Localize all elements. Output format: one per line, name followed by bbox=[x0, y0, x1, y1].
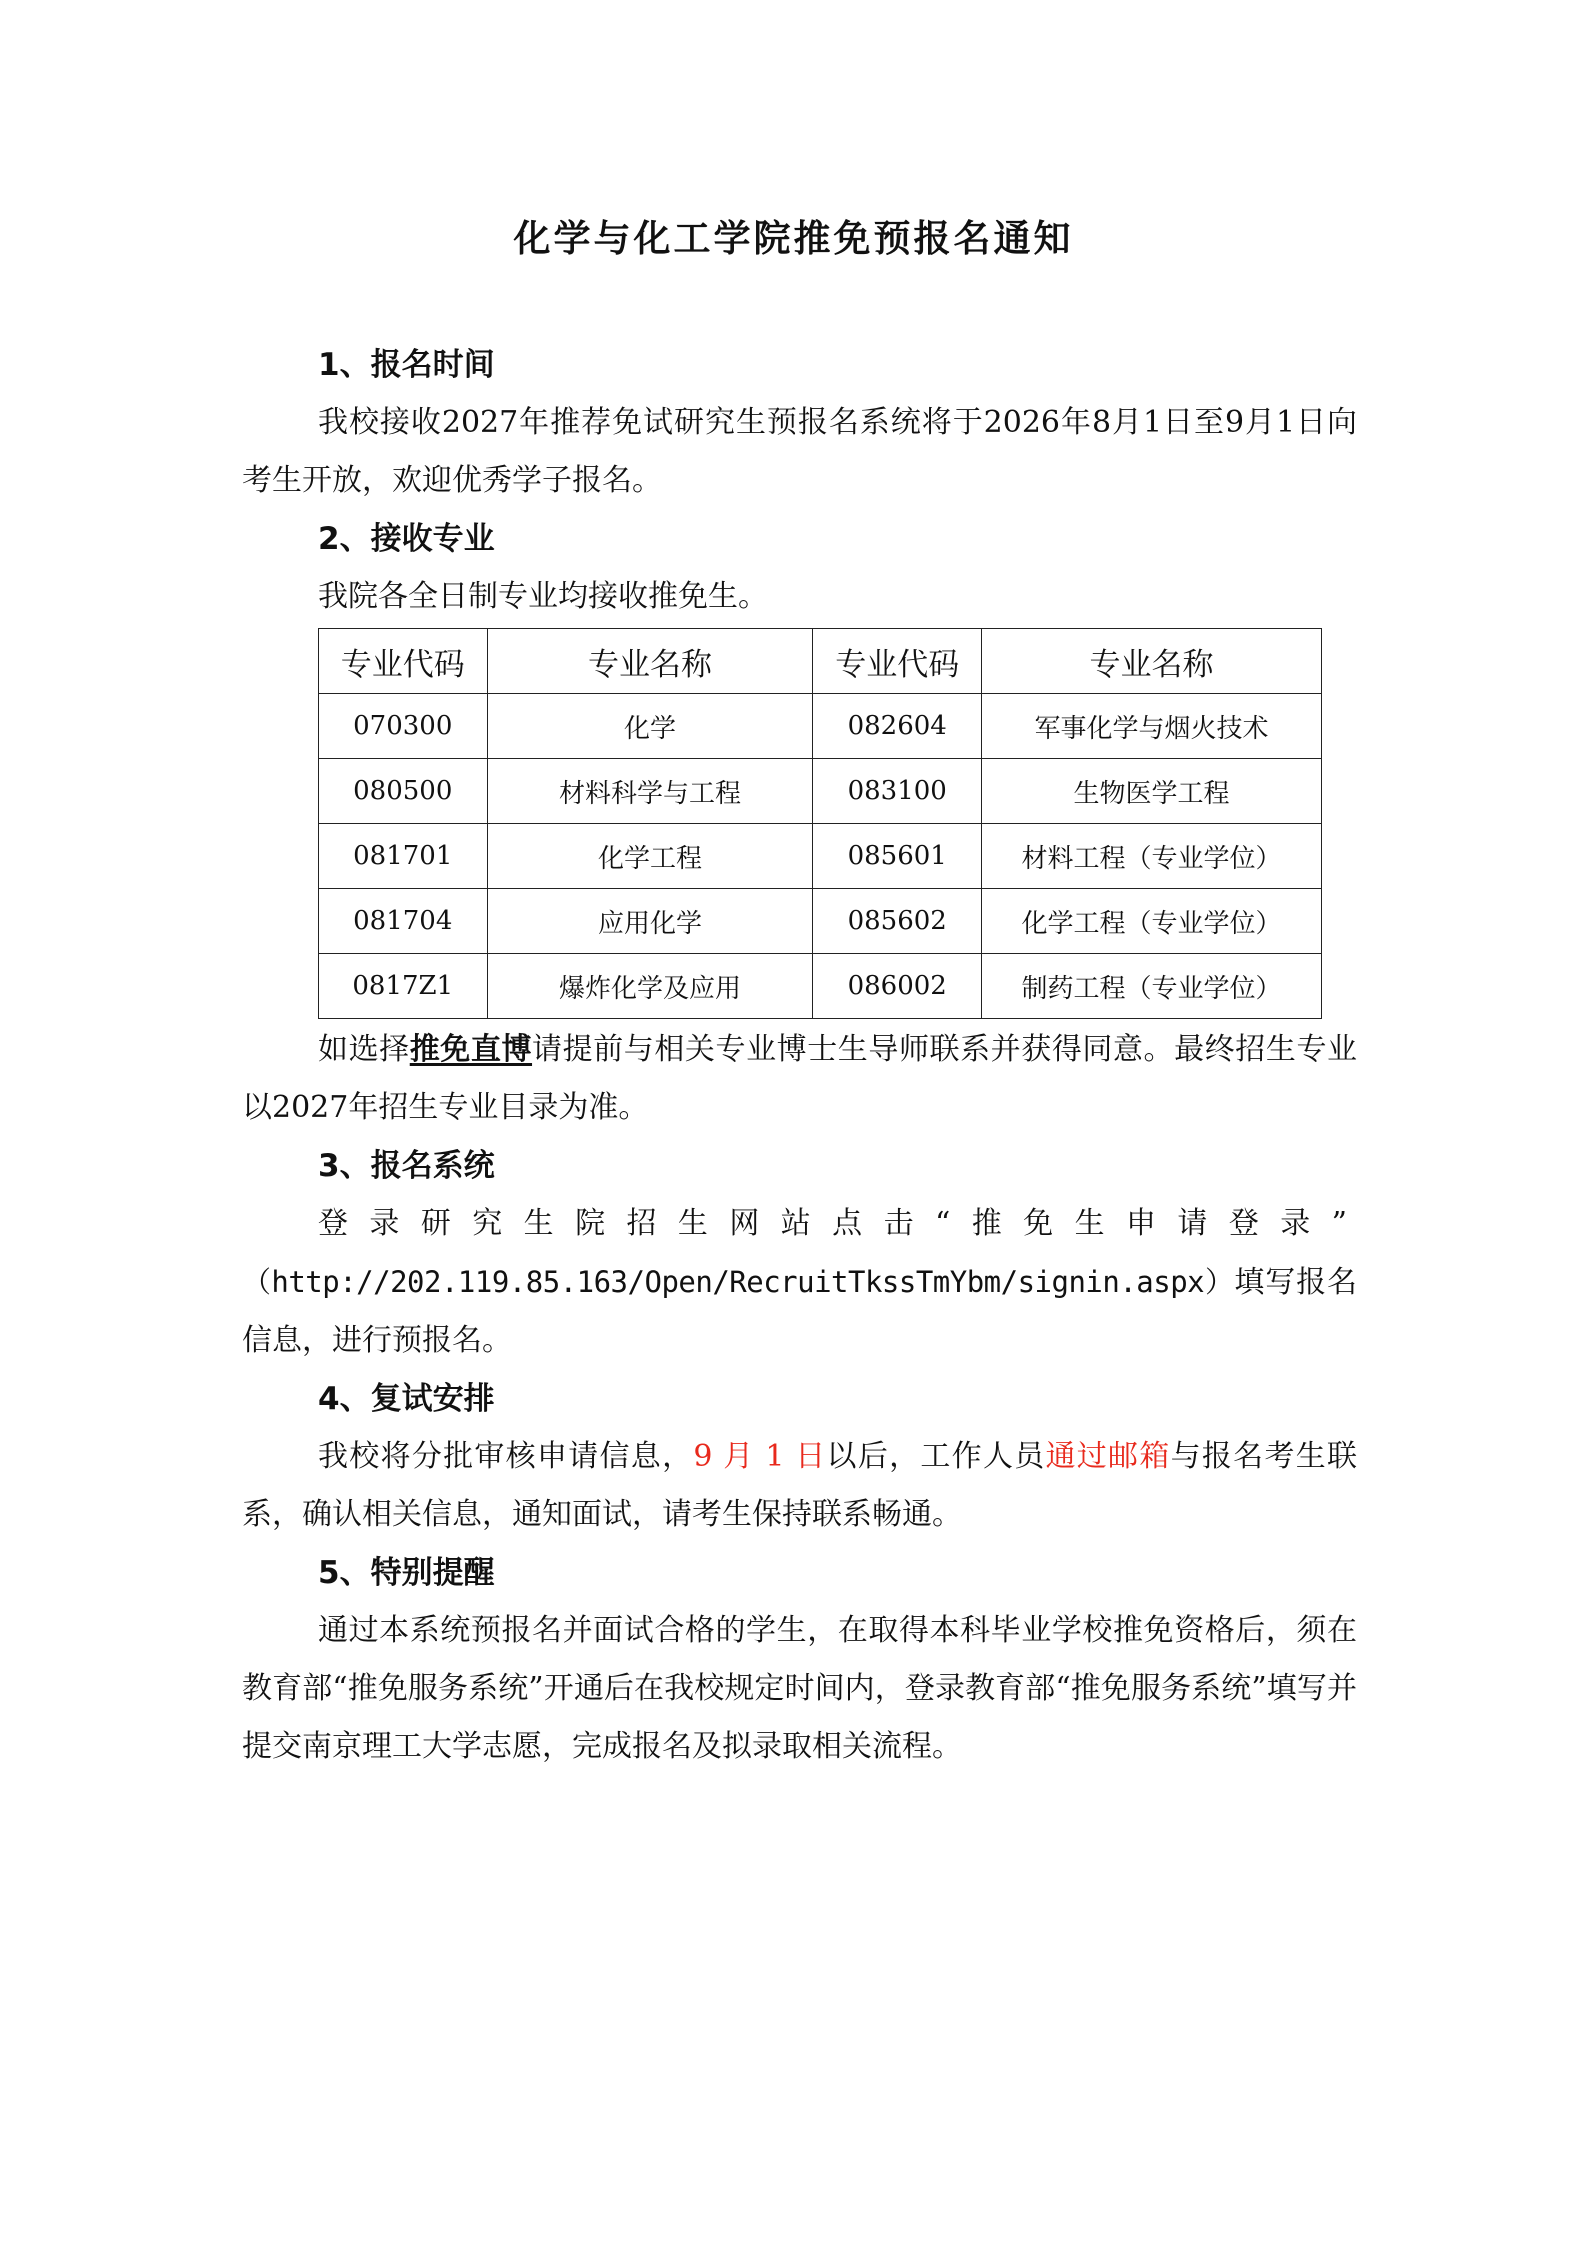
registration-system-line1: 登录研究生院招生网站点击“推免生申请登录” bbox=[318, 1206, 1357, 1241]
major-name-cell: 应用化学 bbox=[487, 889, 813, 954]
table-header-cell: 专业名称 bbox=[487, 629, 813, 694]
major-name-cell: 制药工程（专业学位） bbox=[981, 954, 1321, 1019]
direct-phd-note bbox=[242, 1021, 1357, 1137]
table-header-cell: 专业代码 bbox=[813, 629, 982, 694]
table-header-cell: 专业名称 bbox=[981, 629, 1321, 694]
major-code-cell: 083100 bbox=[813, 759, 982, 824]
reexam-text bbox=[242, 1428, 1357, 1544]
registration-system-line2 bbox=[242, 1253, 1357, 1370]
reexam-text-part2: 以后，工作人员 bbox=[826, 1439, 1046, 1474]
signin-url-link[interactable]: （http://202.119.85.163/Open/RecruitTkssTmYbm/signin.aspx） bbox=[242, 1265, 1235, 1299]
major-code-cell: 081701 bbox=[319, 824, 488, 889]
major-name-cell: 军事化学与烟火技术 bbox=[981, 694, 1321, 759]
section-heading-registration-system: 3、报名系统 bbox=[318, 1148, 495, 1184]
reexam-text-part3: 与报名考生联系，确认相关信息，通知面试，请考生保持联系畅通。 bbox=[242, 1439, 1358, 1532]
major-code-cell: 086002 bbox=[813, 954, 982, 1019]
page-title: 化学与化工学院推免预报名通知 bbox=[513, 216, 1074, 260]
major-code-cell: 085601 bbox=[813, 824, 982, 889]
table-row bbox=[319, 694, 1322, 759]
major-code-cell: 070300 bbox=[319, 694, 488, 759]
section-heading-reexam: 4、复试安排 bbox=[318, 1381, 495, 1417]
reexam-text-part1: 我校将分批审核申请信息， bbox=[318, 1439, 694, 1474]
major-name-cell: 材料科学与工程 bbox=[487, 759, 813, 824]
special-reminder-text: 通过本系统预报名并面试合格的学生，在取得本科毕业学校推免资格后，须在教育部“推免服务系统”开通后在我校规定时间内，登录教育部“推免服务系统”填写并提交南京理工大学志愿，完成报名及拟录取相关流程。 bbox=[242, 1613, 1357, 1764]
major-name-cell: 化学工程 bbox=[487, 824, 813, 889]
table-header-cell: 专业代码 bbox=[319, 629, 488, 694]
direct-phd-emphasis: 推免直博 bbox=[409, 1032, 533, 1067]
major-name-cell: 生物医学工程 bbox=[981, 759, 1321, 824]
table-row bbox=[319, 889, 1322, 954]
reexam-email-highlight: 通过邮箱 bbox=[1045, 1439, 1171, 1474]
accepted-majors-intro: 我院各全日制专业均接收推免生。 bbox=[318, 579, 768, 614]
registration-system-instruction: 填写报名信息，进行预报名。 bbox=[242, 1265, 1357, 1358]
table-row bbox=[319, 954, 1322, 1019]
reexam-date-highlight: 9 月 1 日 bbox=[693, 1439, 827, 1474]
notice-body bbox=[242, 336, 1357, 1776]
table-row bbox=[319, 759, 1322, 824]
section-heading-special-reminder: 5、特别提醒 bbox=[318, 1555, 495, 1591]
majors-table bbox=[318, 628, 1322, 1019]
table-row bbox=[319, 824, 1322, 889]
direct-phd-note-prefix: 如选择 bbox=[318, 1032, 410, 1067]
major-name-cell: 材料工程（专业学位） bbox=[981, 824, 1321, 889]
majors-table-header-row bbox=[319, 629, 1322, 694]
major-code-cell: 080500 bbox=[319, 759, 488, 824]
major-code-cell: 0817Z1 bbox=[319, 954, 488, 1019]
major-name-cell: 化学工程（专业学位） bbox=[981, 889, 1321, 954]
major-code-cell: 082604 bbox=[813, 694, 982, 759]
section-heading-registration-time: 1、报名时间 bbox=[318, 347, 495, 383]
registration-time-text: 我校接收2027年推荐免试研究生预报名系统将于2026年8月1日至9月1日向考生开放，欢迎优秀学子报名。 bbox=[242, 405, 1357, 498]
major-code-cell: 085602 bbox=[813, 889, 982, 954]
section-heading-accepted-majors: 2、接收专业 bbox=[318, 521, 495, 557]
major-name-cell: 爆炸化学及应用 bbox=[487, 954, 813, 1019]
major-name-cell: 化学 bbox=[487, 694, 813, 759]
direct-phd-note-suffix: 请提前与相关专业博士生导师联系并获得同意。最终招生专业以2027年招生专业目录为准。 bbox=[242, 1032, 1358, 1125]
major-code-cell: 081704 bbox=[319, 889, 488, 954]
